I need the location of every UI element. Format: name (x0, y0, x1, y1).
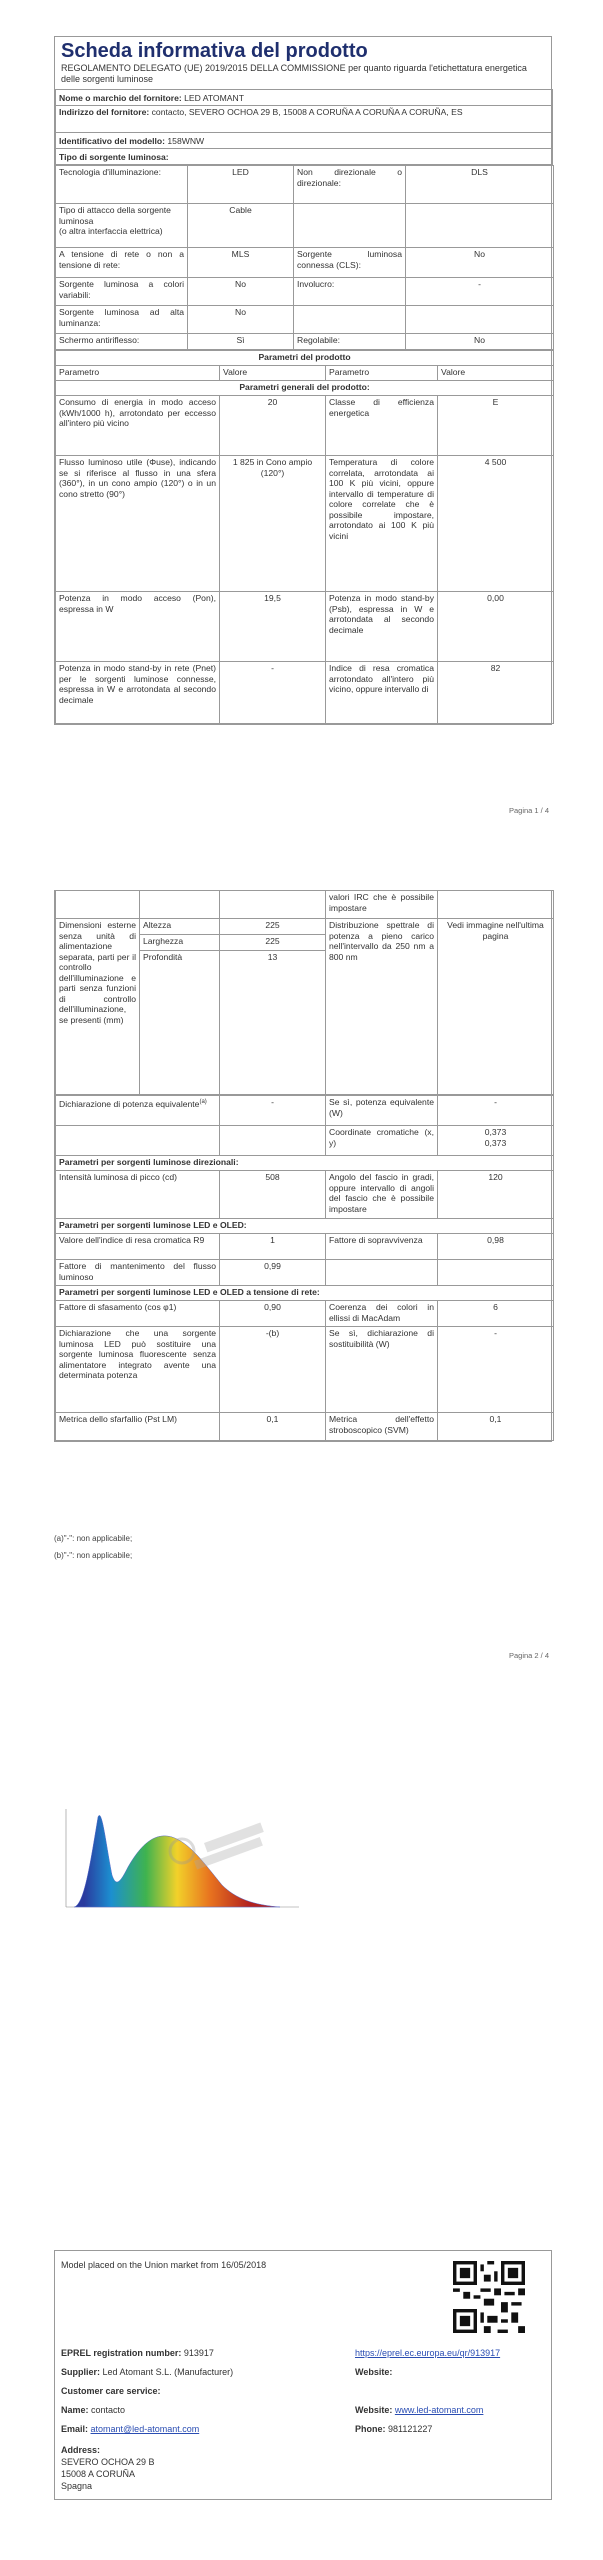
eprel-supplier: Led Atomant S.L. (Manufacturer) (102, 2367, 234, 2377)
page-number: Pagina 1 / 4 (508, 806, 549, 815)
website-link[interactable]: www.led-atomant.com (394, 2405, 484, 2415)
params-table-2: Dichiarazione di potenza equivalente$^{(a)}$ - Se sì, potenza equivalente (W) - Coordinate cromatiche (x, y) 0,373 0,373 Parametri per sorgenti luminose direzionali: Intensità luminosa di picco (cd) 508 Angolo del fascio in gradi, oppure intervallo di angoli del fascio che è possibile impostare 120 Parametri per sorgenti luminose LED e OLED: Valore dell'indice di resa cromatica R9 1 Fattore di sopravvivenza 0,98 Fattore di mantenimento del flusso luminoso 0,99 Parametri per sorgenti luminose LED e OLED a tensione di rete: Fattore di sfasamento (cos φ1) 0,90 Coerenza dei colori in ellissi di MacAdam 6 Dichiarazione che una sorgente luminosa LED può sostituire una sorgente luminosa fluorescente senza alimentatore integrato avente una determinata potenza -(b) Se sì, dichiarazione di sostituibilità (W) - Metrica dello sfarfallio (Pst LM) 0,1 Metrica dell'effetto stroboscopico (SVM) 0,1 (55, 1095, 554, 1441)
address-label: Address: (61, 2445, 101, 2455)
params-continued (54, 890, 552, 1442)
website-label: Website: (355, 2367, 393, 2377)
source-type-table: Tecnologia d'illuminazione: LED Non direzionale o direzionale: DLS Tipo di attacco della sorgente luminosa (o altra interfaccia elettrica) Cable A tensione di rete o non a tensione di rete: MLS Sorgente luminosa connessa (CLS): No Sorgente luminosa a colori variabili: No Involucro: - Sorgente luminosa ad alta luminanza: No Schermo antiriflesso: Sì Regolabile: No (55, 165, 554, 350)
page-2 (0, 876, 603, 1676)
phone-number: 981121227 (388, 2424, 433, 2434)
supplier-table: Nome o marchio del fornitore: LED ATOMANT Indirizzo del fornitore: contacto, SEVERO OCHOA 29 B, 15008 A CORUÑA A CORUÑA A CORUÑA, ES Identificativo del modello: 158WNW Tipo di sorgente luminosa: (55, 89, 553, 165)
eprel-number: 913917 (183, 2348, 214, 2358)
model-id: 158WNW (167, 136, 205, 146)
page-1 (0, 0, 603, 820)
footnote-b: (b)"-": non applicabile; (54, 1551, 133, 1560)
footnote-a: (a)"-": non applicabile; (54, 1534, 133, 1543)
qr-code-icon (453, 2261, 525, 2333)
supplier-name: LED ATOMANT (184, 93, 244, 103)
address-line-1: SEVERO OCHOA 29 B (61, 2457, 155, 2467)
dimensions-table: valori IRC che è possibile impostare Dimensioni esterne senza unità di alimentazione separata, parti per il controllo dell'illuminazione e parti senza funzioni di controllo dell'illuminazione, se presenti (mm) Altezza 225 Distribuzione spettrale di potenza a pieno carico nell'intervallo da 250 nm a 800 nm Vedi immagine nell'ultima pagina Larghezza 225 Profondità 13 (55, 890, 554, 1095)
source-type-label: Tipo di sorgente luminosa: (56, 149, 553, 165)
address-line-2: 15008 A CORUÑA (61, 2469, 136, 2479)
customer-care-label: Customer care service: (61, 2386, 161, 2396)
regulation-text: REGOLAMENTO DELEGATO (UE) 2019/2015 DELLA COMMISSIONE per quanto riguarda l'etichettatura energetica delle sorgenti luminose (61, 63, 527, 84)
eprel-box: Model placed on the Union market from 16/05/2018 EPREL registration number: 913917 https://eprel.ec.europa.eu/qr/913917 Supplier: Led Atomant S.L. (Manufacturer) Website: Customer care service: Name: contacto Website: www.led-atomant.com Email: atomant@led-atomant.com Phone: 981121227 Address: SEVERO OCHOA 29 B 15008 A CORUÑA Spagna (54, 2250, 552, 2500)
contact-name: contacto (91, 2405, 126, 2415)
header-block (54, 36, 552, 725)
supplier-address: contacto, SEVERO OCHOA 29 B, 15008 A CORUÑA A CORUÑA A CORUÑA, ES (151, 107, 463, 117)
page-number: Pagina 2 / 4 (508, 1651, 549, 1660)
spectrum-chart (54, 1805, 304, 1915)
email-link[interactable]: atomant@led-atomant.com (90, 2424, 200, 2434)
product-params-table: Parametri del prodotto Parametro Valore Parametro Valore Parametri generali del prodotto: Consumo di energia in modo acceso (kWh/1000 h), arrotondato per eccesso all'intero più vicino 20 Classe di efficienza energetica E Flusso luminoso utile (Φuse), indicando se si riferisce al flusso in una sfera (360°), in un cono ampio (120°) o in un cono stretto (90°) 1 825 in Cono ampio (120°) Temperatura di colore correlata, arrotondata ai 100 K più vicini, oppure intervallo di temperature di colore correlate che è possibile impostare, arrotondato ai 100 K più vicini 4 500 Potenza in modo acceso (Pon), espressa in W 19,5 Potenza in modo stand-by (Psb), espressa in W e arrotondata al secondo decimale 0,00 Potenza in modo stand-by in rete (Pnet) per le sorgenti luminose connesse, espressa in W e arrotondata al secondo decimale - Indice di resa cromatica arrotondato all'intero più vicino, oppure intervallo di 82 (55, 350, 554, 724)
market-date: Model placed on the Union market from 16/05/2018 (61, 2260, 267, 2270)
eprel-link[interactable]: https://eprel.ec.europa.eu/qr/913917 (355, 2348, 501, 2358)
address-line-3: Spagna (61, 2481, 93, 2491)
page-title: Scheda informativa del prodotto (61, 40, 368, 62)
